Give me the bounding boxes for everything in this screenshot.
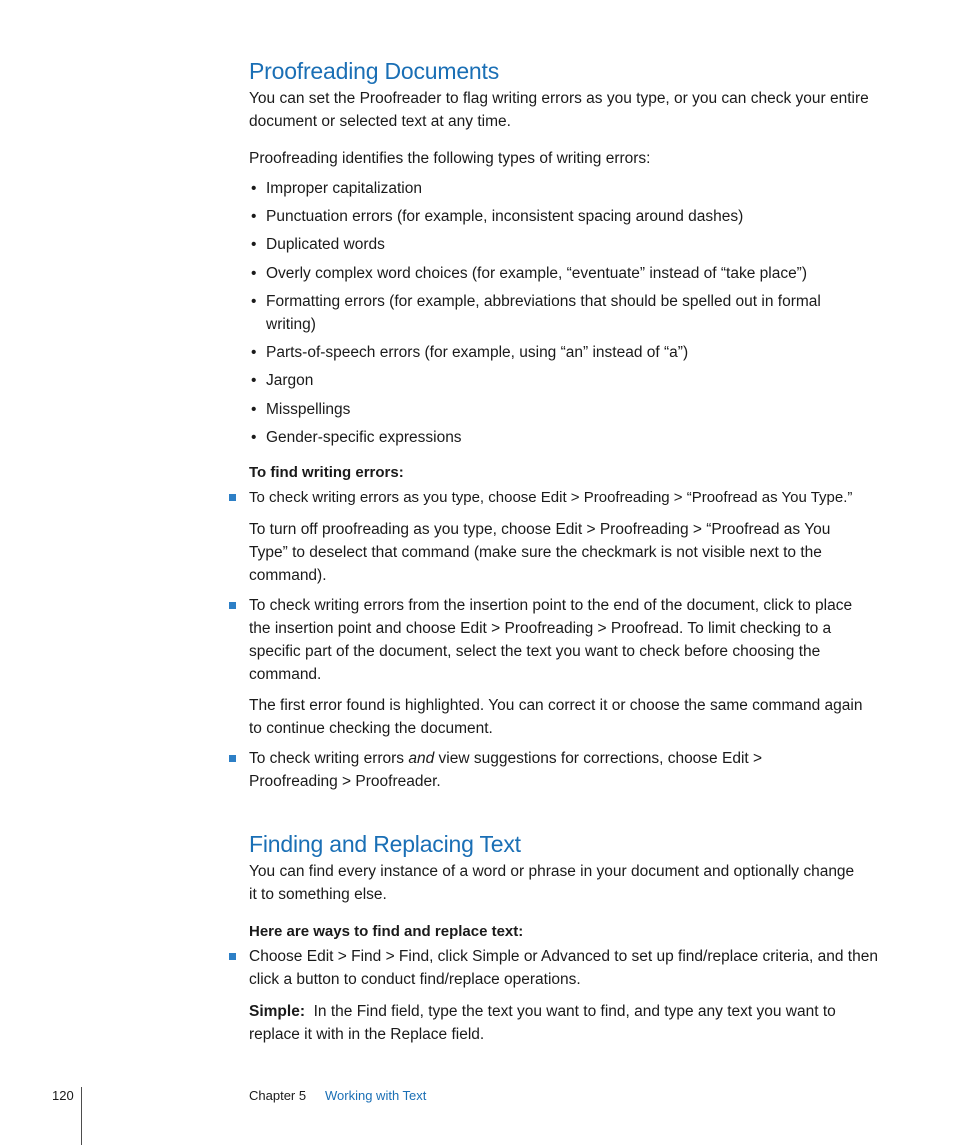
list-item xyxy=(249,398,350,421)
step-text-emphasis: and xyxy=(408,750,435,767)
step-text: To check writing errors as you type, choose Edit > Proofreading > “Proofread as You Type.” xyxy=(249,489,853,506)
list-item xyxy=(249,369,313,392)
list-item-text: Overly complex word choices (for example, “eventuate” instead of “take place”) xyxy=(266,265,808,282)
list-item-text: Duplicated words xyxy=(266,236,385,253)
task-subhead: Here are ways to find and replace text: xyxy=(249,923,524,940)
step-marker-icon xyxy=(229,494,236,501)
list-item-text: Punctuation errors (for example, inconsistent spacing around dashes) xyxy=(266,208,744,225)
list-item-text: Gender-specific expressions xyxy=(266,429,462,446)
list-item-text: Parts-of-speech errors (for example, using “an” instead of “a”) xyxy=(266,344,689,361)
step-text: Choose Edit > Find > Find, click Simple or Advanced to set up find/replace criteria, and then click a button to conduct find/replace operations. xyxy=(249,948,878,988)
list-item-text: Jargon xyxy=(266,372,314,389)
list-item xyxy=(249,341,886,364)
bullet-glyph: • xyxy=(251,236,257,253)
simple-text: In the Find field, type the text you want to find, and type any text you want to replace it with in the Replace field. xyxy=(249,1003,836,1043)
step-text: To check writing errors xyxy=(249,750,409,767)
task-subhead: To find writing errors: xyxy=(249,464,404,481)
list-item xyxy=(249,262,886,285)
list-item xyxy=(249,177,422,200)
footer-chapter: Chapter 5 xyxy=(249,1088,307,1103)
step-item xyxy=(249,747,809,793)
step-item xyxy=(249,594,869,686)
step-item xyxy=(249,945,889,991)
section-title-proofreading: Proofreading Documents xyxy=(249,58,500,84)
list-item xyxy=(249,205,886,228)
footer-divider xyxy=(81,1087,82,1145)
bullet-glyph: • xyxy=(251,293,257,310)
footer-chapter-title: Working with Text xyxy=(325,1088,427,1103)
step-item xyxy=(249,486,889,509)
section-intro: You can set the Proofreader to flag writing errors as you type, or you can check your entire document or selected text at any time. xyxy=(249,90,869,130)
section-title-find-replace: Finding and Replacing Text xyxy=(249,831,521,857)
step-marker-icon xyxy=(229,953,236,960)
list-item xyxy=(249,290,846,336)
step-marker-icon xyxy=(229,602,236,609)
step-marker-icon xyxy=(229,755,236,762)
bullet-glyph: • xyxy=(251,265,257,282)
bullet-glyph: • xyxy=(251,429,257,446)
bullet-glyph: • xyxy=(251,372,257,389)
page-number: 120 xyxy=(52,1088,74,1103)
step-note: The first error found is highlighted. You can correct it or choose the same command again to continue checking the document. xyxy=(249,697,863,737)
bullet-glyph: • xyxy=(251,344,257,361)
list-item-text: Misspellings xyxy=(266,401,351,418)
step-text: view suggestions for corrections, choose Edit > Proofreading > Proofreader. xyxy=(249,750,763,790)
list-item-text: Improper capitalization xyxy=(266,180,422,197)
section-intro: You can find every instance of a word or phrase in your document and optionally change it to something else. xyxy=(249,863,855,903)
list-item xyxy=(249,233,385,256)
list-item-text: Formatting errors (for example, abbreviations that should be spelled out in formal writing) xyxy=(266,293,821,333)
step-text: To check writing errors from the insertion point to the end of the document, click to place the insertion point and choose Edit > Proofreading > Proofread. To limit checking to a specific part of the document, select the text you want to check before choosing the command. xyxy=(249,597,853,683)
bullet-glyph: • xyxy=(251,208,257,225)
list-lead-text: Proofreading identifies the following types of writing errors: xyxy=(249,150,651,167)
bullet-glyph: • xyxy=(251,401,257,418)
step-note: To turn off proofreading as you type, choose Edit > Proofreading > “Proofread as You Type” to deselect that command (make sure the checkmark is not visible next to the command). xyxy=(249,521,831,584)
bullet-glyph: • xyxy=(251,180,257,197)
list-item xyxy=(249,426,462,449)
simple-label: Simple: xyxy=(249,1003,305,1020)
simple-option-description xyxy=(249,1000,889,1046)
